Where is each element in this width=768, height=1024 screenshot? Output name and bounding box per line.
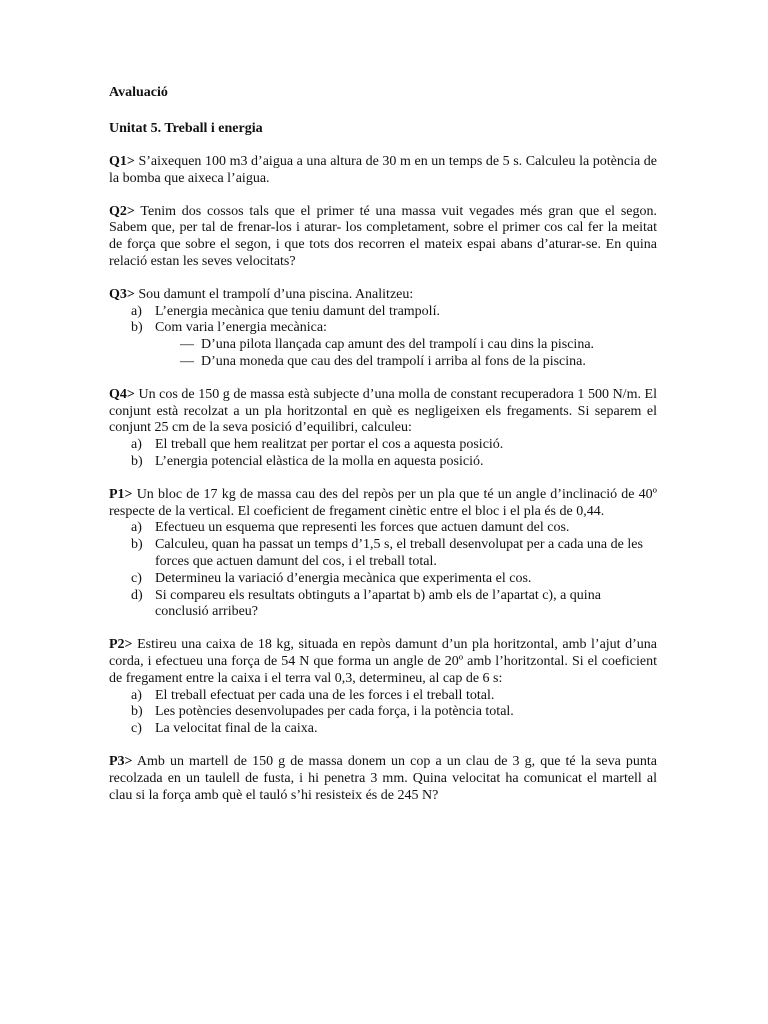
sub-item-text: D’una moneda que cau des del trampolí i arriba al fons de la piscina. xyxy=(201,353,586,369)
question-block xyxy=(109,387,657,471)
question-body: Amb un martell de 150 g de massa donem un cop a un clau de 3 g, que té la seva punta recolzada en un taulell de fusta, i hi penetra 3 mm. Quina velocitat ha comunicat el martell al clau si la força amb què el tauló s’hi resisteix és de 245 N? xyxy=(109,753,657,803)
sub-item-list xyxy=(109,337,657,371)
question-text xyxy=(109,637,657,687)
question-text xyxy=(109,387,657,437)
item-text: Les potències desenvolupades per cada força, i la potència total. xyxy=(155,704,514,720)
question-text xyxy=(109,287,657,304)
item-label: c) xyxy=(131,721,142,737)
item-text: L’energia potencial elàstica de la molla en aquesta posició. xyxy=(155,453,484,469)
item-label: a) xyxy=(131,687,142,703)
question-block xyxy=(109,487,657,621)
sub-list-wrapper xyxy=(109,337,657,371)
question-body: Tenim dos cossos tals que el primer té una massa vuit vegades més gran que el segon. Sabem que, per tal de frenar-los i aturar- los completament, sobre el primer cos cal fer la meitat de força que sobre el segon, i que tots dos recorren el mateix espai abans d’aturar-se. En quina relació estan les seves velocitats? xyxy=(109,203,657,269)
item-text: Calculeu, quan ha passat un temps d’1,5 s, el treball desenvolupat per a cada una de les forces que actuen damunt del cos, i el treball total. xyxy=(155,537,643,569)
list-item xyxy=(109,537,657,571)
list-item xyxy=(109,454,657,471)
question-body: Un cos de 150 g de massa està subjecte d’una molla de constant recuperadora 1 500 N/m. El conjunt està recolzat a un pla horitzontal en què es negligeixen els fregaments. Si separem el conjunt 25 cm de la seva posició d’equilibri, calculeu: xyxy=(109,386,657,436)
question-body: Sou damunt el trampolí d’una piscina. Analitzeu: xyxy=(138,286,414,302)
question-body: Un bloc de 17 kg de massa cau des del repòs per un pla que té un angle d’inclinació de 40º respecte de la vertical. El coeficient de fregament cinètic entre el bloc i el pla és de 0,44. xyxy=(109,486,658,519)
question-tag: P3> xyxy=(109,753,133,769)
question-block xyxy=(109,637,657,738)
item-label: b) xyxy=(131,537,143,553)
question-tag: Q3> xyxy=(109,286,135,302)
item-text: Determineu la variació d’energia mecànica que experimenta el cos. xyxy=(155,570,532,586)
item-label: a) xyxy=(131,303,142,319)
question-tag: Q4> xyxy=(109,386,135,402)
question-block xyxy=(109,287,657,371)
sub-item-text: D’una pilota llançada cap amunt des del trampolí i cau dins la piscina. xyxy=(201,337,595,353)
question-text xyxy=(109,204,657,271)
item-list xyxy=(109,437,657,471)
question-tag: P1> xyxy=(109,486,133,502)
item-label: b) xyxy=(131,704,143,720)
item-label: c) xyxy=(131,570,142,586)
item-list xyxy=(109,304,657,371)
unit-title: Unitat 5. Treball i energia xyxy=(109,121,263,136)
sub-list-item xyxy=(109,354,657,371)
item-label: d) xyxy=(131,587,143,603)
document-content xyxy=(109,85,657,804)
list-item xyxy=(109,320,657,337)
question-block xyxy=(109,154,657,188)
question-body: Estireu una caixa de 18 kg, situada en repòs damunt d’un pla horitzontal, amb l’ajut d’una corda, i efectueu una força de 54 N que forma un angle de 20º amb l’horitzontal. Si el coeficient de fregament entre la caixa i el terra val 0,3, determineu, al cap de 6 s: xyxy=(109,637,657,686)
list-item xyxy=(109,721,657,738)
question-list xyxy=(109,154,657,804)
list-item xyxy=(109,688,657,705)
item-label: a) xyxy=(131,437,142,453)
dash-bullet: — xyxy=(180,353,194,369)
item-text: Si compareu els resultats obtinguts a l’apartat b) amb els de l’apartat c), a quina conclusió arribeu? xyxy=(155,587,601,620)
list-item xyxy=(109,588,657,622)
list-item xyxy=(109,571,657,588)
item-label: a) xyxy=(131,520,142,536)
question-text xyxy=(109,154,657,188)
item-label: b) xyxy=(131,320,143,336)
list-item xyxy=(109,520,657,537)
sub-list-item xyxy=(109,337,657,354)
list-item xyxy=(109,304,657,321)
list-item xyxy=(109,437,657,454)
item-text: Efectueu un esquema que representi les forces que actuen damunt del cos. xyxy=(155,520,570,536)
item-label: b) xyxy=(131,453,143,469)
item-list xyxy=(109,520,657,621)
question-text xyxy=(109,487,657,521)
item-text: El treball que hem realitzat per portar el cos a aquesta posició. xyxy=(155,437,504,453)
question-body: S’aixequen 100 m3 d’aigua a una altura de 30 m en un temps de 5 s. Calculeu la potència de la bomba que aixeca l’aigua. xyxy=(109,154,657,186)
list-item xyxy=(109,704,657,721)
question-tag: Q1> xyxy=(109,154,135,169)
dash-bullet: — xyxy=(180,337,194,353)
question-tag: Q2> xyxy=(109,203,135,219)
question-tag: P2> xyxy=(109,637,133,653)
question-block xyxy=(109,204,657,271)
item-text: L’energia mecànica que teniu damunt del trampolí. xyxy=(155,303,440,319)
item-text: Com varia l’energia mecànica: xyxy=(155,320,327,336)
item-list xyxy=(109,688,657,738)
document-title: Avaluació xyxy=(109,85,168,100)
item-text: El treball efectuat per cada una de les forces i el treball total. xyxy=(155,687,495,703)
question-block xyxy=(109,754,657,804)
item-text: La velocitat final de la caixa. xyxy=(155,721,318,737)
question-text xyxy=(109,754,657,804)
